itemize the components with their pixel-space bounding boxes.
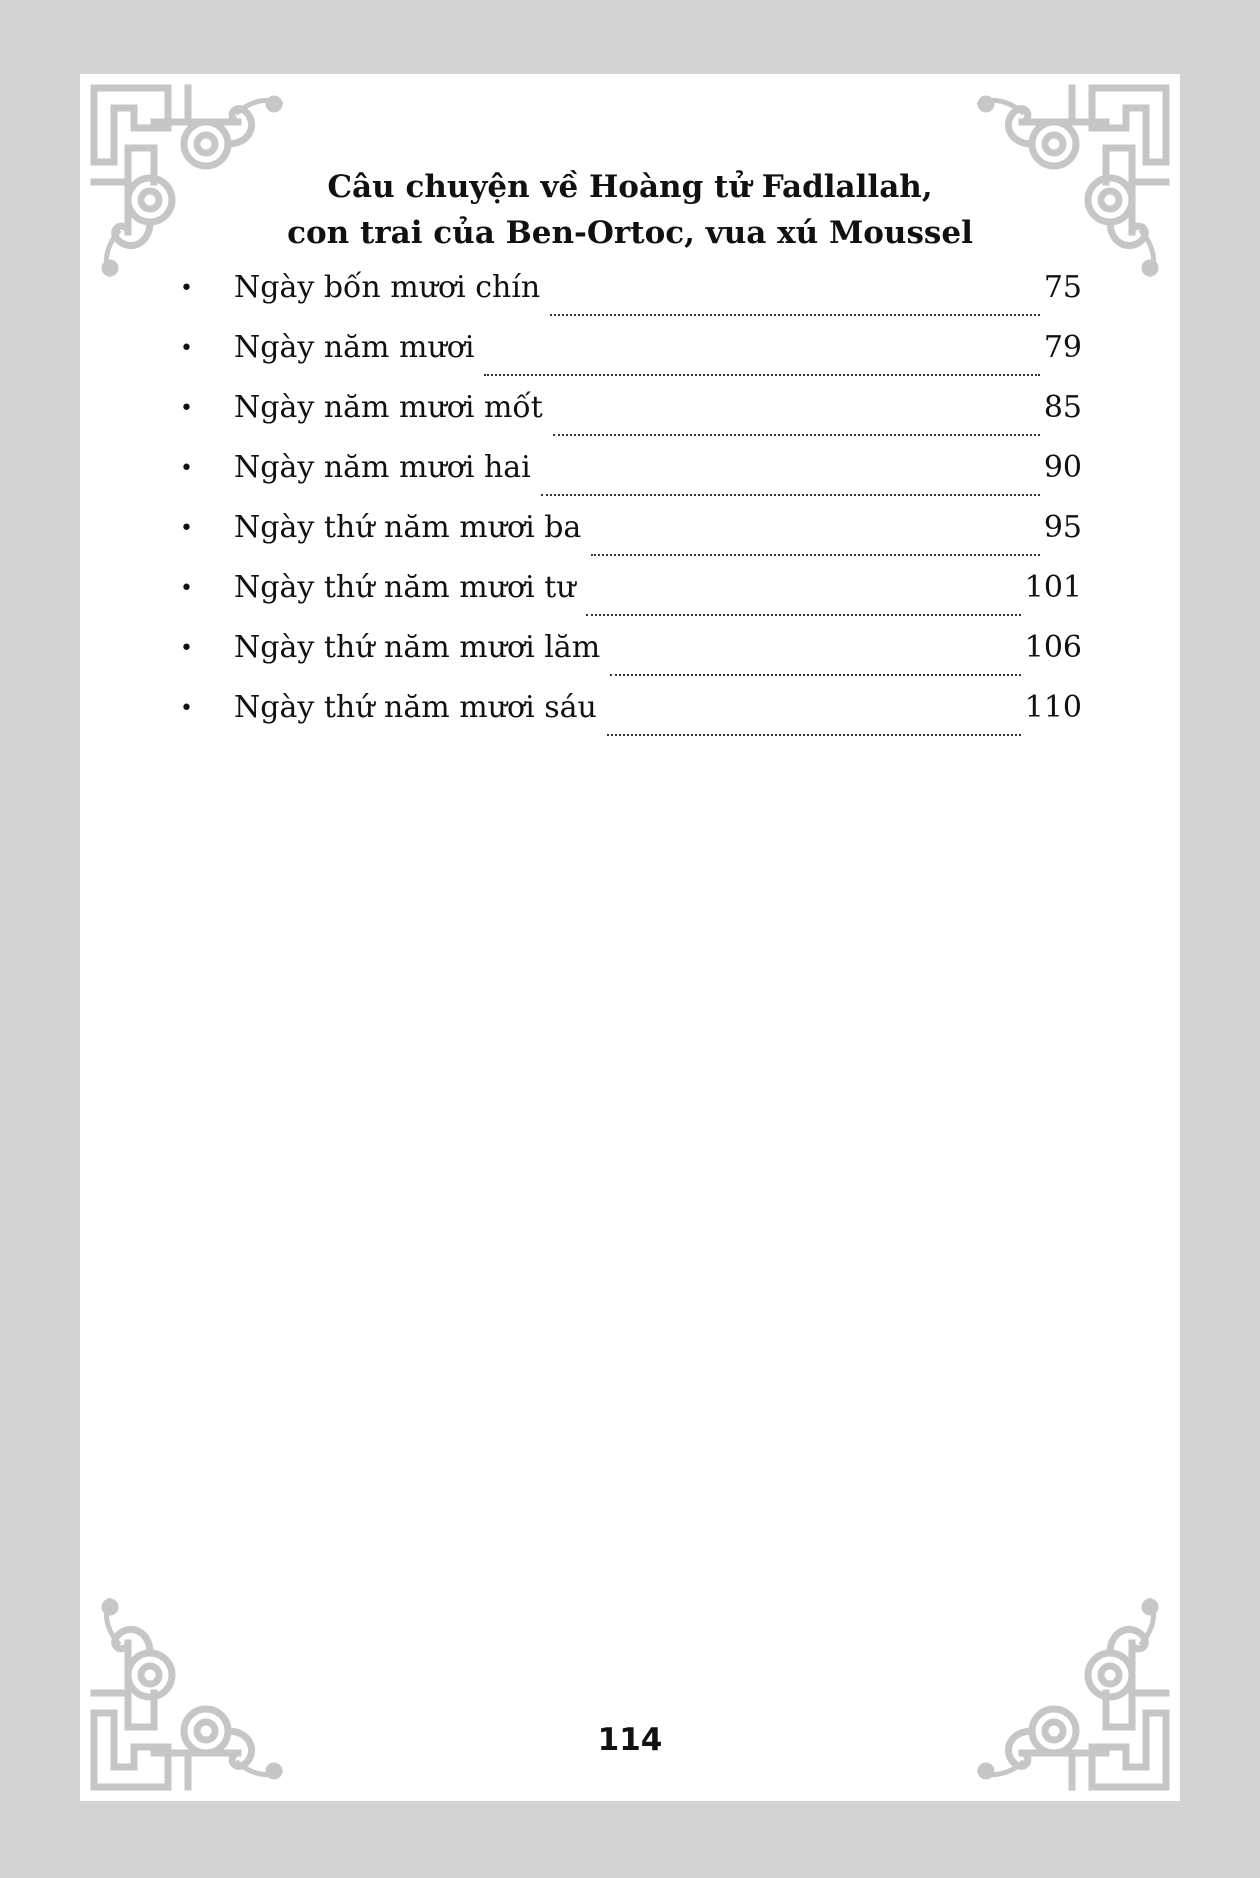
- toc-entry[interactable]: [176, 390, 1082, 450]
- toc-entry-page: 106: [1024, 630, 1082, 665]
- dot-leader: [607, 734, 1021, 736]
- bullet-icon: •: [180, 396, 193, 421]
- table-of-contents: [176, 270, 1082, 750]
- bullet-icon: •: [180, 576, 193, 601]
- toc-entry-page: 110: [1024, 690, 1082, 725]
- toc-entry-label: Ngày thứ năm mươi lăm: [234, 630, 601, 665]
- toc-entry-label: Ngày thứ năm mươi ba: [234, 510, 582, 545]
- toc-entry-label: Ngày năm mươi mốt: [234, 390, 543, 425]
- page-number: 114: [597, 1722, 663, 1758]
- toc-entry-label: Ngày thứ năm mươi tư: [234, 570, 576, 605]
- dot-leader: [553, 434, 1040, 436]
- chapter-title: [80, 164, 1180, 256]
- toc-entry[interactable]: [176, 270, 1082, 330]
- toc-entry-page: 101: [1024, 570, 1082, 605]
- toc-entry[interactable]: [176, 690, 1082, 750]
- toc-entry-label: Ngày bốn mươi chín: [234, 270, 541, 305]
- corner-ornament-bottom-left: [88, 1593, 288, 1793]
- toc-entry[interactable]: [176, 450, 1082, 510]
- toc-entry-label: Ngày năm mươi hai: [234, 450, 531, 485]
- toc-entry-page: 79: [1043, 330, 1082, 365]
- toc-entry[interactable]: [176, 510, 1082, 570]
- toc-entry-page: 95: [1043, 510, 1082, 545]
- chapter-title-line-2: con trai của Ben-Ortoc, vua xú Moussel: [287, 215, 973, 251]
- book-page: [80, 74, 1180, 1801]
- dot-leader: [550, 314, 1040, 316]
- toc-entry-page: 75: [1043, 270, 1082, 305]
- dot-leader: [610, 674, 1021, 676]
- toc-entry-label: Ngày năm mươi: [234, 330, 475, 365]
- bullet-icon: •: [180, 336, 193, 361]
- toc-entry[interactable]: [176, 630, 1082, 690]
- bullet-icon: •: [180, 516, 193, 541]
- bullet-icon: •: [180, 456, 193, 481]
- toc-entry[interactable]: [176, 570, 1082, 630]
- dot-leader: [484, 374, 1039, 376]
- toc-entry[interactable]: [176, 330, 1082, 390]
- dot-leader: [586, 614, 1021, 616]
- corner-ornament-bottom-right: [972, 1593, 1172, 1793]
- bullet-icon: •: [180, 276, 193, 301]
- bullet-icon: •: [180, 636, 193, 661]
- dot-leader: [591, 554, 1040, 556]
- chapter-title-line-1: Câu chuyện về Hoàng tử Fadlallah,: [327, 169, 933, 205]
- toc-entry-page: 85: [1043, 390, 1082, 425]
- toc-entry-label: Ngày thứ năm mươi sáu: [234, 690, 597, 725]
- toc-entry-page: 90: [1043, 450, 1082, 485]
- bullet-icon: •: [180, 696, 193, 721]
- dot-leader: [541, 494, 1040, 496]
